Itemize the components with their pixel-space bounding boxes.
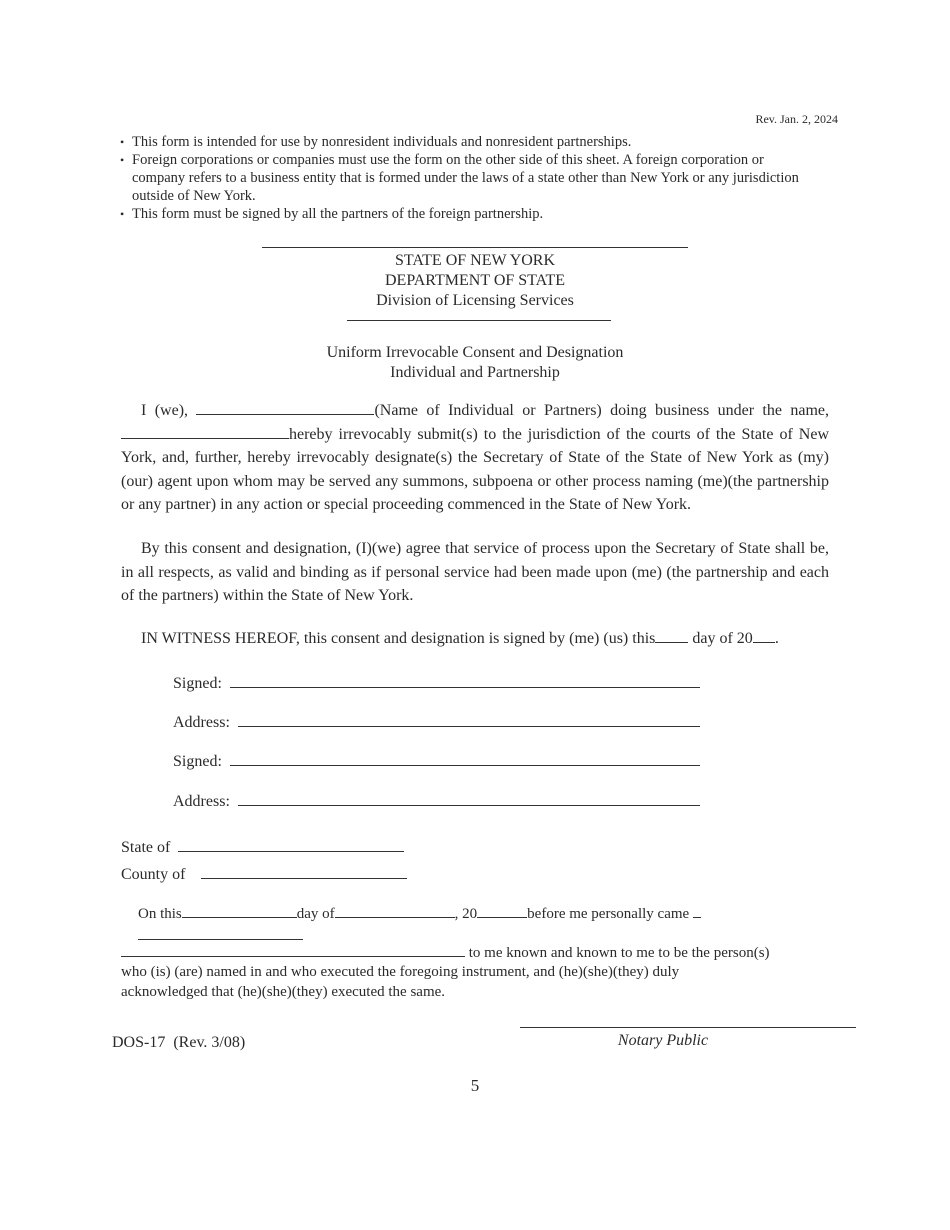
- on-this-label: On this: [138, 906, 182, 922]
- county-field[interactable]: [201, 864, 407, 879]
- witness-line: [141, 628, 779, 649]
- signature-row-1: [173, 673, 700, 694]
- county-row: [121, 864, 407, 885]
- form-subtitle: Individual and Partnership: [390, 364, 560, 381]
- agency-top-rule: [262, 247, 688, 248]
- signature-field-2[interactable]: [230, 751, 700, 766]
- day-of-label: day of: [296, 906, 335, 922]
- address-label: Address:: [173, 793, 230, 810]
- agency-bottom-rule: [347, 320, 611, 321]
- agency-division: Division of Licensing Services: [376, 292, 574, 309]
- consent-paragraph: [121, 399, 829, 517]
- witness-day-field[interactable]: [655, 628, 688, 643]
- business-name-field[interactable]: [121, 424, 289, 439]
- person-name-field-cont[interactable]: [138, 939, 303, 940]
- before-me-label: before me personally came: [527, 906, 690, 922]
- agency-department: DEPARTMENT OF STATE: [384, 272, 565, 289]
- notary-month-field[interactable]: [335, 903, 455, 918]
- ack-line-2: acknowledged that (he)(she)(they) executed the same.: [121, 984, 446, 1000]
- address-row-1: [173, 712, 700, 733]
- known-row: [121, 942, 770, 963]
- form-title: Uniform Irrevocable Consent and Designation: [326, 344, 624, 361]
- consent-name-note: (Name of Individual or Partners) doing business under the name,: [374, 402, 830, 419]
- ack-line-1: who (is) (are) named in and who executed the foregoing instrument, and (he)(she)(they) duly: [121, 964, 680, 980]
- county-label: County of: [121, 866, 186, 883]
- year-prefix: , 20: [454, 906, 478, 922]
- form-number: DOS-17 (Rev. 3/08): [112, 1034, 246, 1051]
- consent-body: hereby irrevocably submit(s) to the jurisdiction of the courts of the State of New York, and, further, hereby irrevocably designate(s) the Secretary of State of the State of New York as (my)(our) agent upon whom may be served any summons, subpoena or other process naming (me)(the partnership or any partner) in any action or special proceeding commenced in the State of New York.: [121, 425, 829, 513]
- witness-day-label: day of 20: [692, 630, 753, 647]
- address-label: Address:: [173, 714, 230, 731]
- person-name-field[interactable]: [121, 942, 465, 957]
- witness-text: IN WITNESS HEREOF, this consent and designation is signed by (me) (us) this: [141, 630, 656, 647]
- address-row-2: [173, 791, 700, 812]
- notary-signature-line[interactable]: [520, 1027, 856, 1028]
- state-label: State of: [121, 839, 171, 856]
- address-field-1[interactable]: [238, 712, 700, 727]
- known-text: to me known and known to me to be the person(s): [468, 945, 770, 961]
- agreement-paragraph: [121, 537, 829, 608]
- instruction-item: • Foreign corporations or companies must use the form on the other side of this sheet. A foreign corporation or company refers to a business entity that is formed under the laws of a state other than New York or any jurisdiction outside of New York.: [120, 151, 820, 205]
- consent-intro: I (we),: [141, 402, 189, 419]
- instruction-item: • This form is intended for use by nonresident individuals and nonresident partnerships.: [120, 133, 820, 151]
- state-row: [121, 837, 404, 858]
- notary-year-field[interactable]: [477, 903, 527, 918]
- instructions-list: [120, 133, 820, 223]
- witness-year-field[interactable]: [753, 628, 775, 643]
- instruction-item: • This form must be signed by all the partners of the foreign partnership.: [120, 205, 820, 223]
- agency-state: STATE OF NEW YORK: [394, 252, 556, 269]
- signed-label: Signed:: [173, 675, 222, 692]
- page-number: 5: [470, 1076, 480, 1095]
- signed-label: Signed:: [173, 753, 222, 770]
- person-name-field-start[interactable]: [693, 903, 701, 918]
- signature-row-2: [173, 751, 700, 772]
- notary-date-row: [138, 903, 701, 924]
- agreement-text: By this consent and designation, (I)(we) agree that service of process upon the Secretary of State shall be, in all respects, as valid and binding as if personal service had been made upon (me) (the partnership and each of the partners) within the State of New York.: [121, 540, 829, 604]
- revision-date: Rev. Jan. 2, 2024: [755, 112, 838, 126]
- notary-public-label: Notary Public: [617, 1032, 709, 1049]
- partner-name-field[interactable]: [196, 400, 374, 415]
- witness-end: .: [774, 630, 779, 647]
- address-field-2[interactable]: [238, 791, 700, 806]
- signature-field-1[interactable]: [230, 673, 700, 688]
- notary-day-field[interactable]: [182, 903, 297, 918]
- state-field[interactable]: [178, 837, 404, 852]
